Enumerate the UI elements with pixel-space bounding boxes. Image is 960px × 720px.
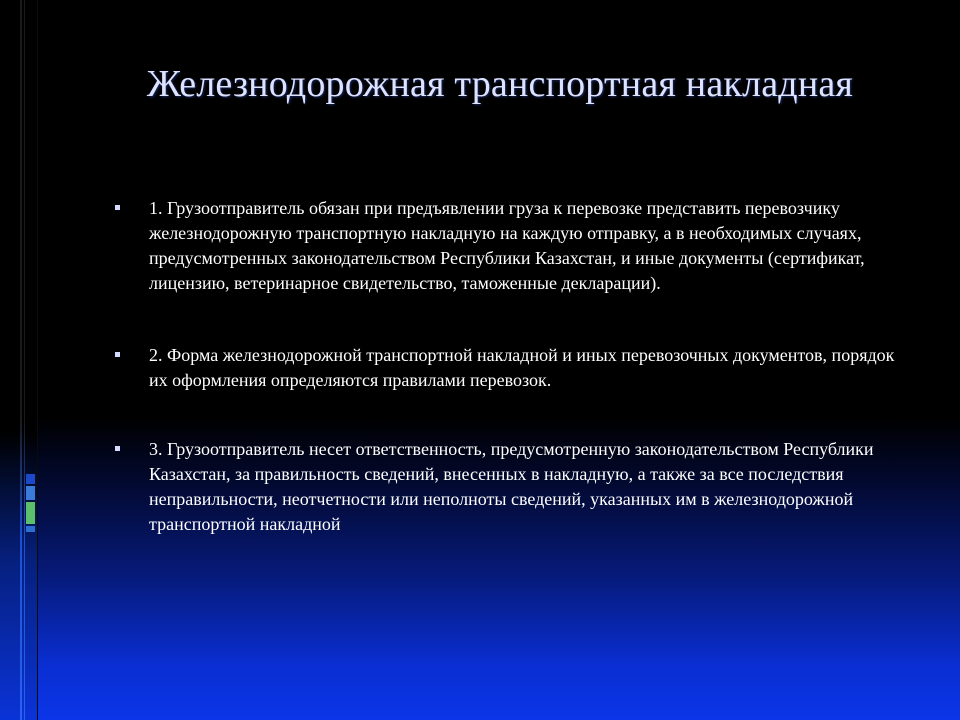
strip-block [26, 486, 35, 500]
strip-block [26, 502, 35, 524]
bullet-text: 3. Грузоотправитель несет ответственность, предусмотренную законодательством Республики Казахстан, за правильность сведений, внесенных в накладную, а также за все последствия неправильности, неотчетности или неполноты сведений, указанных им в железнодорожной транспортной накладной [149, 439, 874, 534]
strip-block [26, 526, 35, 532]
bullet-marker-icon [115, 352, 120, 357]
bullet-text: 2. Форма железнодорожной транспортной накладной и иных перевозочных документов, порядок их оформления определяются правилами перевозок. [149, 345, 895, 390]
left-decorative-strip [0, 0, 38, 720]
strip-color-blocks [26, 474, 35, 534]
bullet-list [113, 196, 913, 577]
strip-line [24, 0, 25, 720]
bullet-item [113, 437, 913, 537]
bullet-text: 1. Грузоотправитель обязан при предъявлении груза к перевозке представить перевозчику железнодорожную транспортную накладную на каждую отправку, а в необходимых случаях, предусмотренных законодательством Республики Казахстан, и иные документы (сертификат, лицензию, ветеринарное свидетельство, таможенные декларации). [149, 198, 865, 293]
strip-line [37, 0, 38, 720]
bullet-item [113, 343, 913, 393]
strip-line [20, 0, 22, 720]
slide-title: Железнодорожная транспортная накладная [146, 63, 854, 105]
bullet-marker-icon [115, 446, 120, 451]
bullet-item [113, 196, 913, 296]
strip-block [26, 474, 35, 484]
bullet-marker-icon [115, 205, 120, 210]
